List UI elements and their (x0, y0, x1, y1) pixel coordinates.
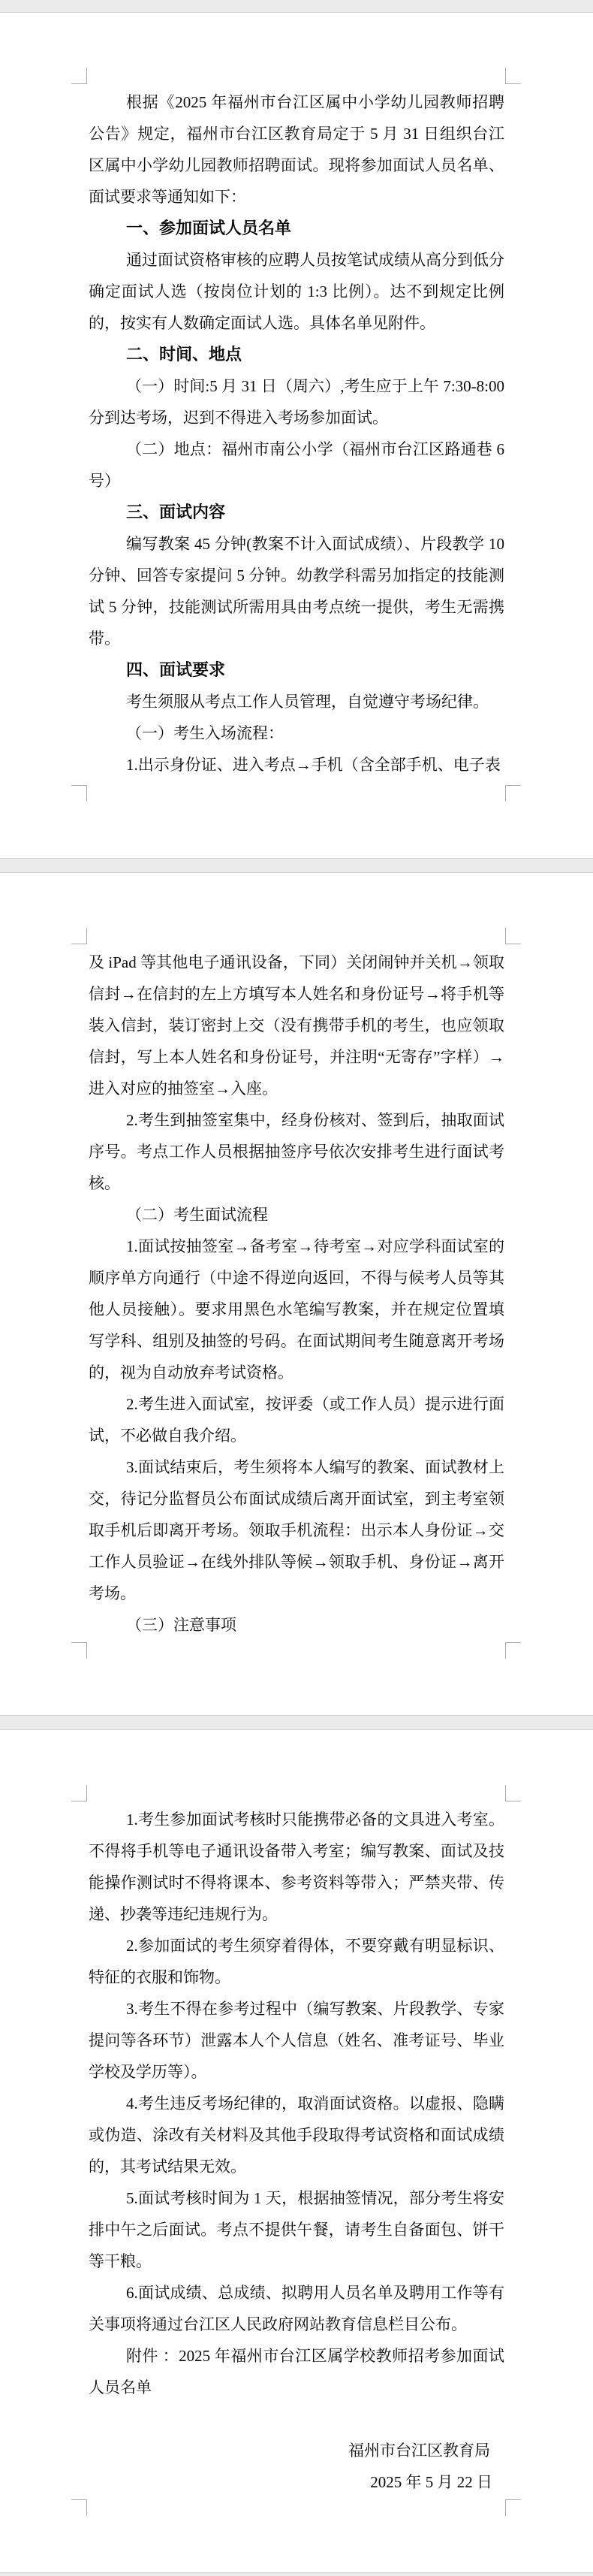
paragraph: 4.考生违反考场纪律的，取消面试资格。以虚报、隐瞒或伪造、涂改有关材料及其他手段取得考试资格和面试成绩的，其考试结果无效。 (89, 2094, 504, 2176)
page-separator-1 (0, 858, 593, 873)
crop-mark-bottom-right (505, 2499, 521, 2516)
paragraph: 6.面试成绩、总成绩、拟聘用人员名单及聘用工作等有关事项将通过台江区人民政府网站教育信息栏目公布。 (89, 2284, 504, 2333)
page-1[interactable] (0, 13, 593, 858)
crop-mark-bottom-left (71, 785, 87, 802)
paragraph: 根据《2025 年福州市台江区属中小学幼儿园教师招聘公告》规定，福州市台江区教育局定于 5 月 31 日组织台江区属中小学幼儿园教师招聘面试。现将参加面试人员名单、面试要求等通知如下： (89, 93, 504, 206)
paragraph: （二）地点：福州市南公小学（福州市台江区路通巷 6 号） (89, 440, 504, 490)
crop-mark-top-left (71, 1785, 87, 1801)
paragraph: 1.面试按抽签室→备考室→待考室→对应学科面试室的顺序单方向通行（中途不得逆向返回，不得与候考人员等其他人员接触）。要求用黑色水笔编写教案，并在规定位置填写学科、组别及抽签的号码。在面试期间考生随意离开考场的，视为自动放弃考试资格。 (89, 1237, 504, 1382)
section-heading: 二、时间、地点 (126, 345, 242, 364)
paragraph: 2.参加面试的考生须穿着得体，不要穿戴有明显标识、特征的衣服和饰物。 (89, 1937, 504, 1986)
section-heading: 三、面试内容 (126, 503, 226, 521)
signature-line: 福州市台江区教育局 (348, 2442, 490, 2460)
paragraph: 通过面试资格审核的应聘人员按笔试成绩从高分到低分确定面试人选（按岗位计划的 1:3 比例）。达不到规定比例的，按实有人数确定面试人选。具体名单见附件。 (89, 251, 504, 332)
paragraph: 考生须服从考点工作人员管理，自觉遵守考场纪律。 (126, 693, 489, 711)
page-3-text-area[interactable] (89, 1804, 504, 2498)
paragraph: （二）考生面试流程 (126, 1206, 268, 1224)
crop-mark-bottom-left (71, 2499, 87, 2516)
canvas-bottom-strip (0, 2572, 593, 2576)
paragraph: 及 iPad 等其他电子通讯设备，下同）关闭闹钟并关机→领取信封→在信封的左上方填写本人姓名和身份证号→将手机等装入信封，装订密封上交（没有携带手机的考生，也应领取信封，写上本人姓名和身份证号，并注明“无寄存”字样）→进入对应的抽签室→入座。 (89, 953, 504, 1098)
signature-line: 2025 年 5 月 22 日 (370, 2473, 492, 2491)
paragraph: 2.考生到抽签室集中，经身份核对、签到后，抽取面试序号。考点工作人员根据抽签序号依次安排考生进行面试考核。 (89, 1111, 504, 1192)
crop-mark-top-left (71, 928, 87, 944)
paragraph: 1.出示身份证、进入考点→手机（含全部手机、电子表 (126, 756, 501, 774)
paragraph: 2.考生进入面试室，按评委（或工作人员）提示进行面试，不必做自我介绍。 (89, 1395, 504, 1445)
paragraph: 3.考生不得在参考过程中（编写教案、片段教学、专家提问等各环节）泄露本人个人信息（姓名、准考证号、毕业学校及学历等）。 (89, 2000, 504, 2081)
canvas-top-strip (0, 0, 593, 13)
blank-line (89, 2403, 504, 2435)
crop-mark-top-left (71, 68, 87, 84)
crop-mark-bottom-right (505, 785, 521, 802)
page-1-text-area[interactable] (89, 86, 504, 781)
paragraph: 1.考生参加面试考核时只能携带必备的文具进入考室。不得将手机等电子通讯设备带入考室；编写教案、面试及技能操作测试时不得将课本、参考资料等带入；严禁夹带、传递、抄袭等违纪违规行为。 (89, 1810, 504, 1923)
page-2[interactable] (0, 873, 593, 1715)
crop-mark-bottom-left (71, 1642, 87, 1659)
page-separator-2 (0, 1715, 593, 1730)
crop-mark-top-right (505, 68, 521, 84)
paragraph: （一）考生入场流程： (126, 724, 284, 742)
paragraph: 3.面试结束后，考生须将本人编写的教案、面试教材上交，待记分监督员公布面试成绩后离开面试室，到主考室领取手机后即离开考场。领取手机流程：出示本人身份证→交工作人员验证→在线外排队等候→领取手机、身份证→离开考场。 (89, 1458, 504, 1602)
paragraph: （三）注意事项 (126, 1616, 236, 1634)
paragraph: 5.面试考核时间为 1 天，根据抽签情况，部分考生将安排中午之后面试。考点不提供午餐，请考生自备面包、饼干等干粮。 (89, 2189, 504, 2270)
paragraph: （一）时间:5 月 31 日（周六）,考生应于上午 7:30-8:00 分到达考场，迟到不得进入考场参加面试。 (89, 377, 504, 427)
crop-mark-top-right (505, 1785, 521, 1801)
paragraph: 附件 ：2025 年福州市台江区属学校教师招考参加面试人员名单 (89, 2347, 504, 2396)
page-2-text-area[interactable] (89, 947, 504, 1641)
crop-mark-bottom-right (505, 1642, 521, 1659)
section-heading: 一、参加面试人员名单 (126, 219, 292, 237)
page-3[interactable] (0, 1730, 593, 2572)
paragraph: 编写教案 45 分钟(教案不计入面试成绩）、片段教学 10 分钟、回答专家提问 5 分钟。幼教学科需另加指定的技能测试 5 分钟，技能测试所需用具由考点统一提供，考生无需携带。 (89, 535, 504, 648)
section-heading: 四、面试要求 (126, 660, 226, 679)
crop-mark-top-right (505, 928, 521, 944)
